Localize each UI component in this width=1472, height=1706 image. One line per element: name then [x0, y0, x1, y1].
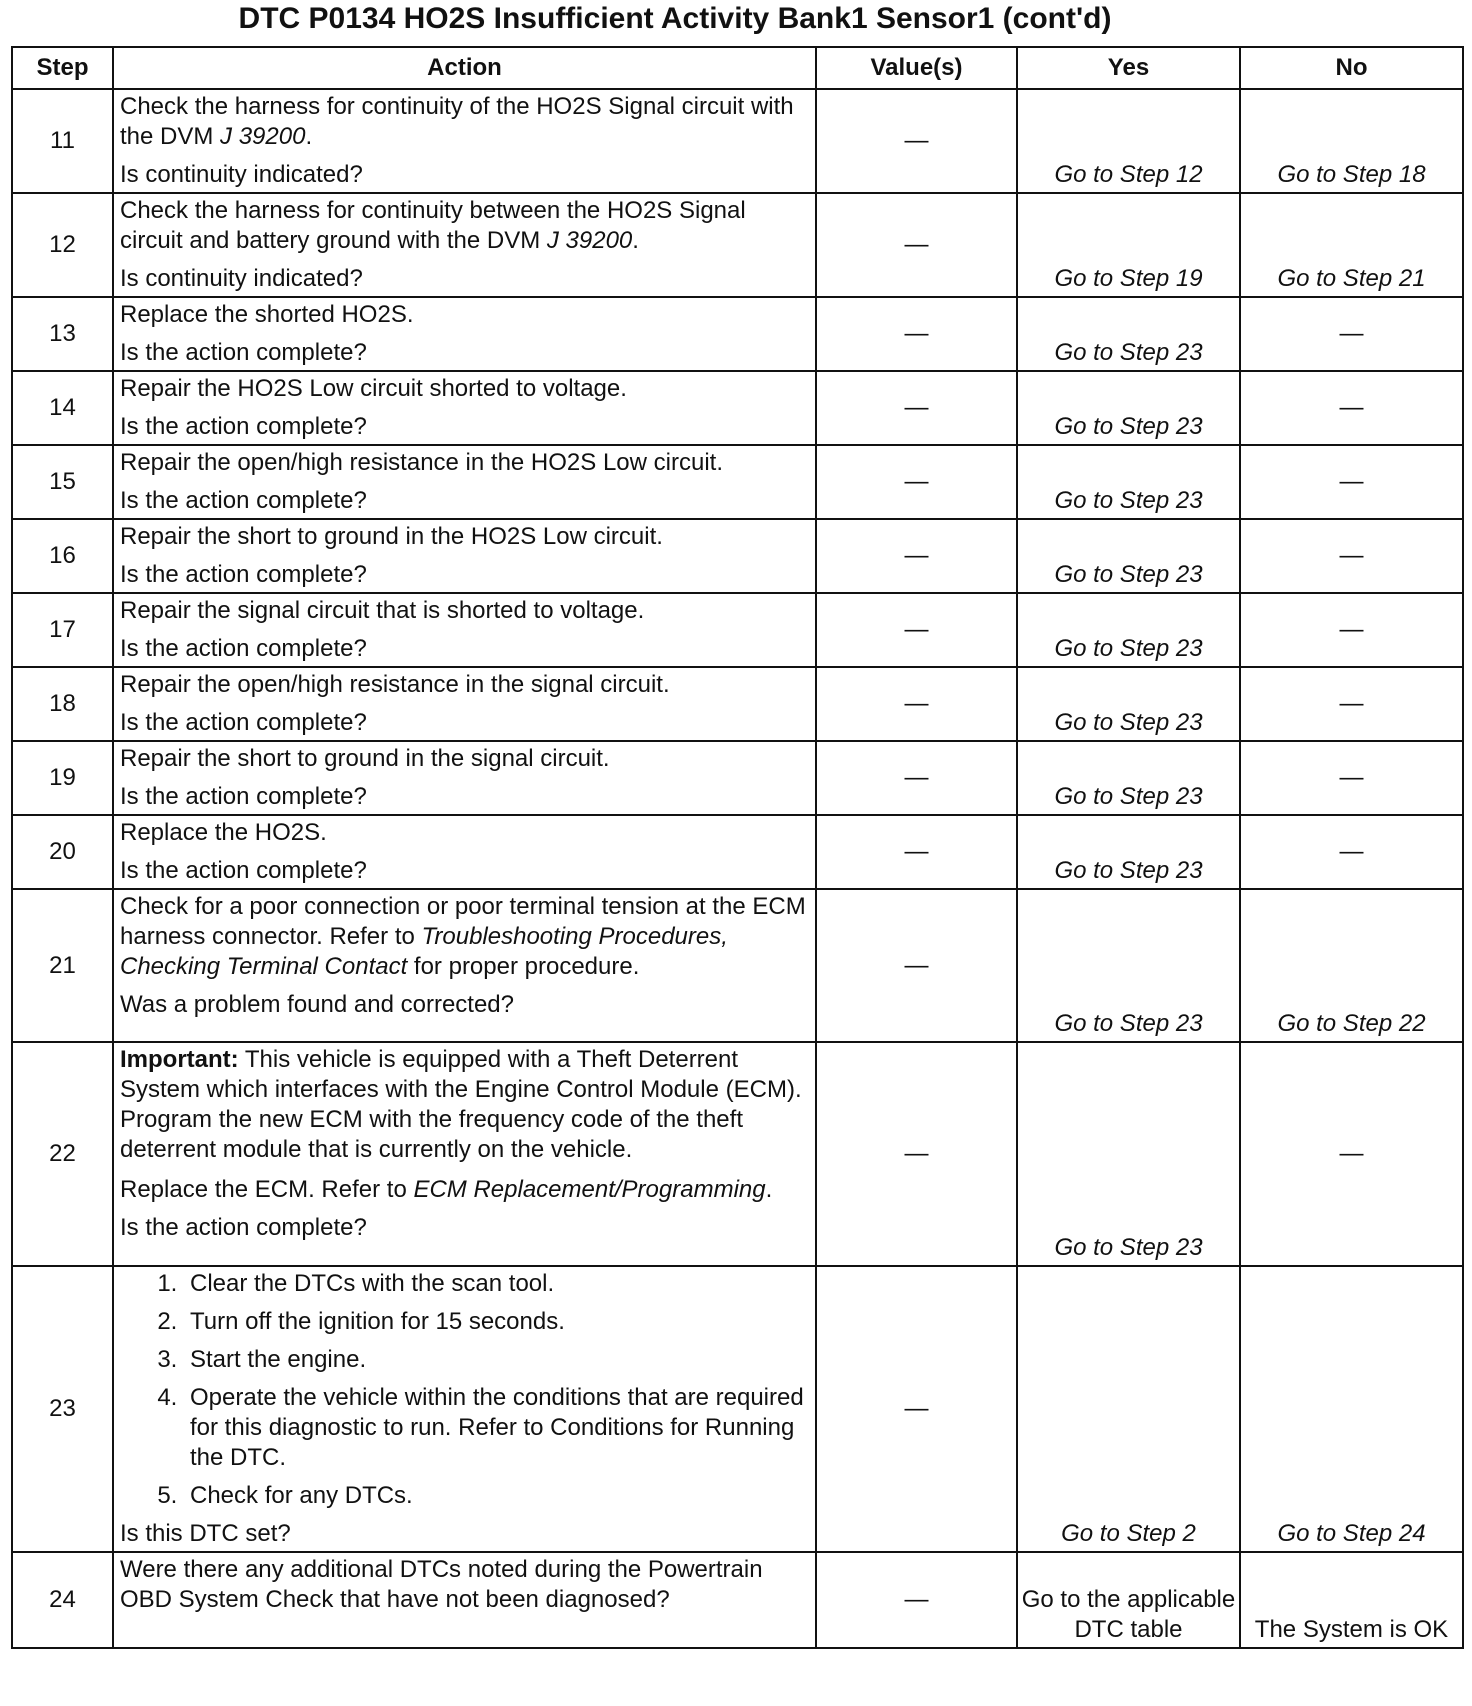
table-row [12, 445, 1463, 519]
action-text: Repair the short to ground in the signal circuit. [120, 745, 610, 772]
important-note: Important: This vehicle is equipped with a Theft Deterrent System which interfaces with the Engine Control Module (ECM). Program the new ECM with the frequency code of the theft deterrent module that is currently on the vehicle. [120, 1046, 802, 1163]
action-cell [113, 667, 816, 741]
step-number: 17 [12, 593, 113, 667]
action-cell [113, 593, 816, 667]
yes-cell: Go to Step 23 [1017, 1042, 1240, 1266]
value-cell: — [816, 889, 1017, 1042]
action-text: Check for a poor connection or poor terminal tension at the ECM harness connector. Refer to Troubleshooting Procedures, Checking Terminal Contact for proper procedure. [120, 893, 806, 980]
value-cell: — [816, 193, 1017, 297]
yes-cell: Go to Step 23 [1017, 445, 1240, 519]
value-cell: — [816, 297, 1017, 371]
header-row [12, 47, 1463, 89]
action-text: Repair the open/high resistance in the HO2S Low circuit. [120, 449, 723, 476]
action-cell [113, 815, 816, 889]
yes-cell: Go to Step 23 [1017, 297, 1240, 371]
action-question: Is the action complete? [120, 413, 367, 440]
no-cell: Go to Step 24 [1240, 1266, 1463, 1552]
table-row [12, 889, 1463, 1042]
step-number: 14 [12, 371, 113, 445]
action-question: Was a problem found and corrected? [120, 991, 514, 1018]
action-text: Repair the HO2S Low circuit shorted to voltage. [120, 375, 627, 402]
procedure-list [120, 1269, 809, 1511]
action-text: Were there any additional DTCs noted during the Powertrain OBD System Check that have not been diagnosed? [120, 1556, 763, 1613]
yes-cell: Go to Step 23 [1017, 889, 1240, 1042]
action-question: Is the action complete? [120, 635, 367, 662]
value-cell: — [816, 1552, 1017, 1648]
action-cell [113, 1266, 816, 1552]
no-cell: Go to Step 21 [1240, 193, 1463, 297]
yes-cell: Go to Step 12 [1017, 89, 1240, 193]
action-cell [113, 1042, 816, 1266]
no-cell: — [1240, 519, 1463, 593]
table-row [12, 519, 1463, 593]
yes-cell: Go to Step 19 [1017, 193, 1240, 297]
table-row [12, 1552, 1463, 1648]
header-yes: Yes [1017, 47, 1240, 89]
diagnostic-table [11, 46, 1464, 1649]
value-cell: — [816, 519, 1017, 593]
action-text: Replace the shorted HO2S. [120, 301, 414, 328]
no-cell: — [1240, 815, 1463, 889]
value-cell: — [816, 1042, 1017, 1266]
table-row [12, 1266, 1463, 1552]
list-item: 3. Start the engine. [184, 1345, 809, 1375]
value-cell: — [816, 89, 1017, 193]
action-cell [113, 371, 816, 445]
action-question: Is continuity indicated? [120, 161, 363, 188]
step-number: 24 [12, 1552, 113, 1648]
action-question: Is the action complete? [120, 487, 367, 514]
yes-cell: Go to Step 23 [1017, 593, 1240, 667]
step-number: 15 [12, 445, 113, 519]
action-question: Is the action complete? [120, 783, 367, 810]
yes-cell: Go to Step 23 [1017, 741, 1240, 815]
action-question: Is continuity indicated? [120, 265, 363, 292]
action-cell [113, 1552, 816, 1648]
step-number: 21 [12, 889, 113, 1042]
table-row [12, 371, 1463, 445]
value-cell: — [816, 667, 1017, 741]
no-cell: — [1240, 1042, 1463, 1266]
table-row [12, 89, 1463, 193]
yes-cell: Go to Step 23 [1017, 667, 1240, 741]
action-text: Replace the HO2S. [120, 819, 327, 846]
action-question: Is the action complete? [120, 561, 367, 588]
step-number: 16 [12, 519, 113, 593]
list-item: 1. Clear the DTCs with the scan tool. [184, 1269, 809, 1299]
step-number: 19 [12, 741, 113, 815]
action-text: Check the harness for continuity between the HO2S Signal circuit and battery ground with the DVM J 39200. [120, 197, 746, 254]
value-cell: — [816, 815, 1017, 889]
step-number: 13 [12, 297, 113, 371]
value-cell: — [816, 445, 1017, 519]
yes-cell: Go to Step 2 [1017, 1266, 1240, 1552]
action-question: Is the action complete? [120, 857, 367, 884]
header-value: Value(s) [816, 47, 1017, 89]
step-number: 22 [12, 1042, 113, 1266]
action-question: Is the action complete? [120, 709, 367, 736]
action-text: Repair the open/high resistance in the signal circuit. [120, 671, 670, 698]
list-item: 5. Check for any DTCs. [184, 1481, 809, 1511]
step-number: 20 [12, 815, 113, 889]
action-question: Is the action complete? [120, 1214, 367, 1241]
table-row [12, 741, 1463, 815]
no-cell: — [1240, 445, 1463, 519]
no-cell: — [1240, 297, 1463, 371]
table-row [12, 193, 1463, 297]
action-cell [113, 193, 816, 297]
table-row [12, 667, 1463, 741]
yes-cell: Go to Step 23 [1017, 519, 1240, 593]
value-cell: — [816, 1266, 1017, 1552]
no-cell: — [1240, 741, 1463, 815]
action-cell [113, 519, 816, 593]
no-cell: — [1240, 593, 1463, 667]
no-cell: — [1240, 371, 1463, 445]
table-row [12, 815, 1463, 889]
table-row [12, 593, 1463, 667]
value-cell: — [816, 593, 1017, 667]
action-cell [113, 445, 816, 519]
no-cell: — [1240, 667, 1463, 741]
no-cell: Go to Step 18 [1240, 89, 1463, 193]
header-action: Action [113, 47, 816, 89]
step-number: 12 [12, 193, 113, 297]
step-number: 23 [12, 1266, 113, 1552]
page-title: DTC P0134 HO2S Insufficient Activity Bank1 Sensor1 (cont'd) [238, 2, 1112, 35]
table-row [12, 297, 1463, 371]
no-cell: The System is OK [1240, 1552, 1463, 1648]
list-item: 4. Operate the vehicle within the conditions that are required for this diagnostic to run. Refer to Conditions for Running the DTC. [184, 1383, 809, 1473]
action-text: Repair the signal circuit that is shorted to voltage. [120, 597, 645, 624]
step-number: 18 [12, 667, 113, 741]
value-cell: — [816, 741, 1017, 815]
action-cell [113, 297, 816, 371]
value-cell: — [816, 371, 1017, 445]
list-item: 2. Turn off the ignition for 15 seconds. [184, 1307, 809, 1337]
yes-cell: Go to Step 23 [1017, 815, 1240, 889]
yes-cell: Go to Step 23 [1017, 371, 1240, 445]
header-no: No [1240, 47, 1463, 89]
action-cell [113, 889, 816, 1042]
action-cell [113, 89, 816, 193]
action-question: Is this DTC set? [120, 1520, 291, 1547]
yes-cell: Go to the applicable DTC table [1017, 1552, 1240, 1648]
no-cell: Go to Step 22 [1240, 889, 1463, 1042]
action-text: Repair the short to ground in the HO2S Low circuit. [120, 523, 663, 550]
action-question: Is the action complete? [120, 339, 367, 366]
action-text: Check the harness for continuity of the HO2S Signal circuit with the DVM J 39200. [120, 93, 794, 150]
table-row [12, 1042, 1463, 1266]
action-text: Replace the ECM. Refer to ECM Replacement/Programming. [120, 1176, 773, 1203]
header-step: Step [12, 47, 113, 89]
action-cell [113, 741, 816, 815]
step-number: 11 [12, 89, 113, 193]
